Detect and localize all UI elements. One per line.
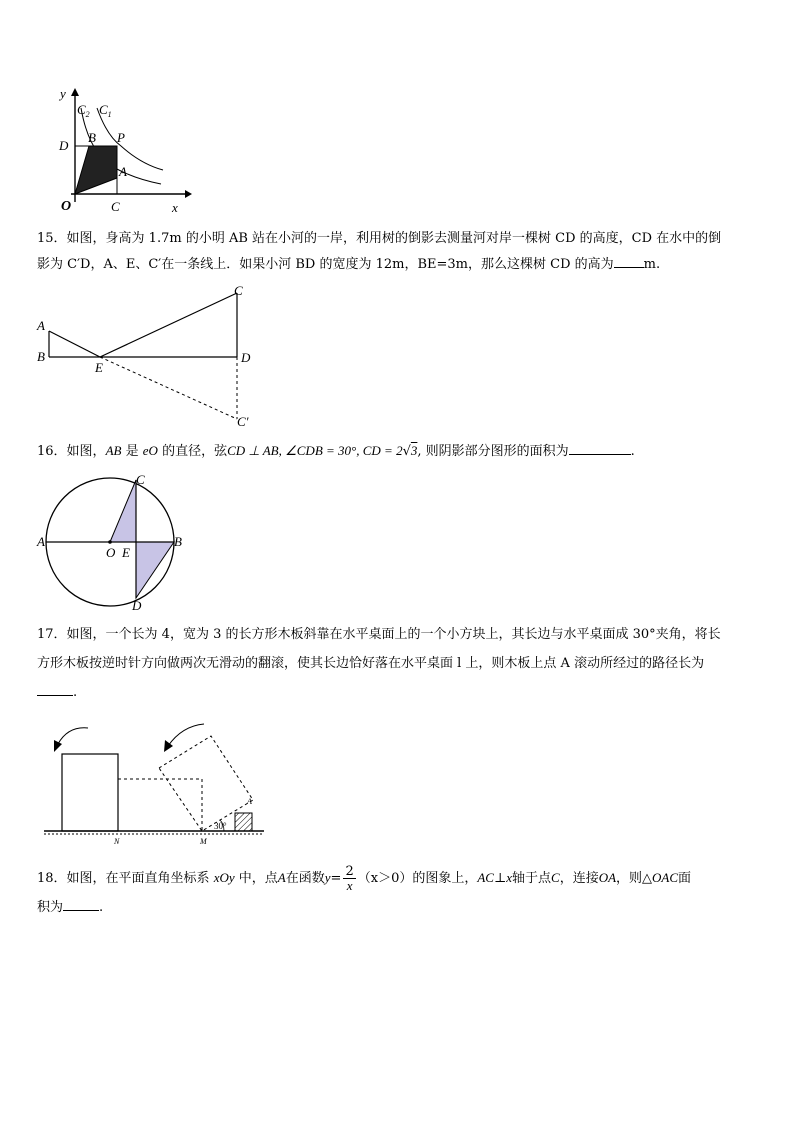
question-15 xyxy=(37,226,757,278)
small-block xyxy=(235,813,252,831)
q17-line3: . xyxy=(37,680,757,706)
label-d: D xyxy=(132,598,142,613)
label-y: y xyxy=(60,86,66,101)
label-b: B xyxy=(88,130,96,145)
q18-line2: 积为 . xyxy=(37,895,757,921)
arrowhead-left xyxy=(54,740,62,752)
shaded-triangle-lower xyxy=(136,542,174,598)
segment-ec xyxy=(100,293,237,357)
center-point xyxy=(108,540,112,544)
figure-q14-hyperbolas xyxy=(55,84,195,219)
label-e: E xyxy=(95,360,103,375)
q16-line1: 16．如图，AB 是 eO 的直径，弦CD ⊥ AB, ∠CDB = 30°, CD = 2√3, 则阴影部分图形的面积为 . xyxy=(37,438,757,465)
segment-ae xyxy=(49,331,100,357)
q17-line1: 17．如图，一个长为 4，宽为 3 的长方形木板斜靠在水平桌面上的一个小方块上，其长边与水平桌面成 30°夹角，将长 xyxy=(37,627,721,642)
y-axis-arrow xyxy=(71,88,79,96)
question-17 xyxy=(37,622,757,706)
label-a: A xyxy=(37,534,45,549)
board-final xyxy=(62,754,118,831)
answer-blank-17[interactable] xyxy=(37,681,73,696)
answer-blank-15[interactable] xyxy=(614,253,644,268)
label-o: O xyxy=(106,545,116,560)
label-n: N xyxy=(114,837,120,846)
label-a: A xyxy=(247,797,252,806)
board-intermediate xyxy=(118,779,202,831)
label-b: B xyxy=(174,534,182,549)
label-p: P xyxy=(117,130,125,145)
shaded-region xyxy=(75,146,117,194)
label-x: x xyxy=(172,200,178,215)
label-a: A xyxy=(37,318,45,333)
question-18 xyxy=(37,858,757,921)
q15-line2: 影为 C′D，A、E、C′在一条线上．如果小河 BD 的宽度为 12m，BE=3m，那么这棵树 CD 的高为 m. xyxy=(37,252,757,278)
label-angle: 30° xyxy=(214,821,227,831)
fraction-2-over-x: $\frac{2}{x}$ xyxy=(345,864,354,893)
answer-blank-18[interactable] xyxy=(63,896,99,911)
label-c: C xyxy=(136,472,145,487)
rotation-arrow-left xyxy=(58,728,88,744)
question-16 xyxy=(37,438,757,465)
label-c1: $C_1$ xyxy=(99,102,112,119)
label-a: A xyxy=(119,164,127,179)
label-o: O xyxy=(61,199,72,214)
label-c-prime: C′ xyxy=(237,414,249,429)
x-axis-arrow xyxy=(185,190,192,198)
label-d: D xyxy=(59,138,69,153)
figure-q16-circle xyxy=(34,470,194,616)
q17-line2: 方形木板按逆时针方向做两次无滑动的翻滚，使其长边恰好落在水平桌面 l 上，则木板上点 A 滚动所经过的路径长为 xyxy=(37,656,705,671)
label-m: M xyxy=(200,837,207,846)
answer-blank-16[interactable] xyxy=(569,440,631,455)
shaded-triangle-upper xyxy=(110,480,136,542)
label-c: C xyxy=(234,284,243,298)
q15-line1: 15．如图，身高为 1.7m 的小明 AB 站在小河的一岸，利用树的倒影去测量河对岸一棵树 CD 的高度，CD 在水中的倒 xyxy=(37,231,722,246)
label-d: D xyxy=(241,350,251,365)
label-e: E xyxy=(122,545,130,560)
rotation-arrow-right xyxy=(168,724,204,746)
label-b: B xyxy=(37,349,45,364)
segment-ec-prime xyxy=(100,357,237,419)
label-c2: $C_2$ xyxy=(77,102,90,119)
figure-q17-rolling-board xyxy=(34,712,274,847)
figure-q15-reflection xyxy=(34,284,264,434)
sqrt-symbol: √ xyxy=(402,444,411,459)
label-c: C xyxy=(111,199,120,214)
q18-line1: 18．如图，在平面直角坐标系 xOy 中，点A在函数y= $\frac{2}{x}$ （x＞0）的图象上，AC⊥x轴于点C，连接OA，则△OAC面 xyxy=(37,864,692,893)
